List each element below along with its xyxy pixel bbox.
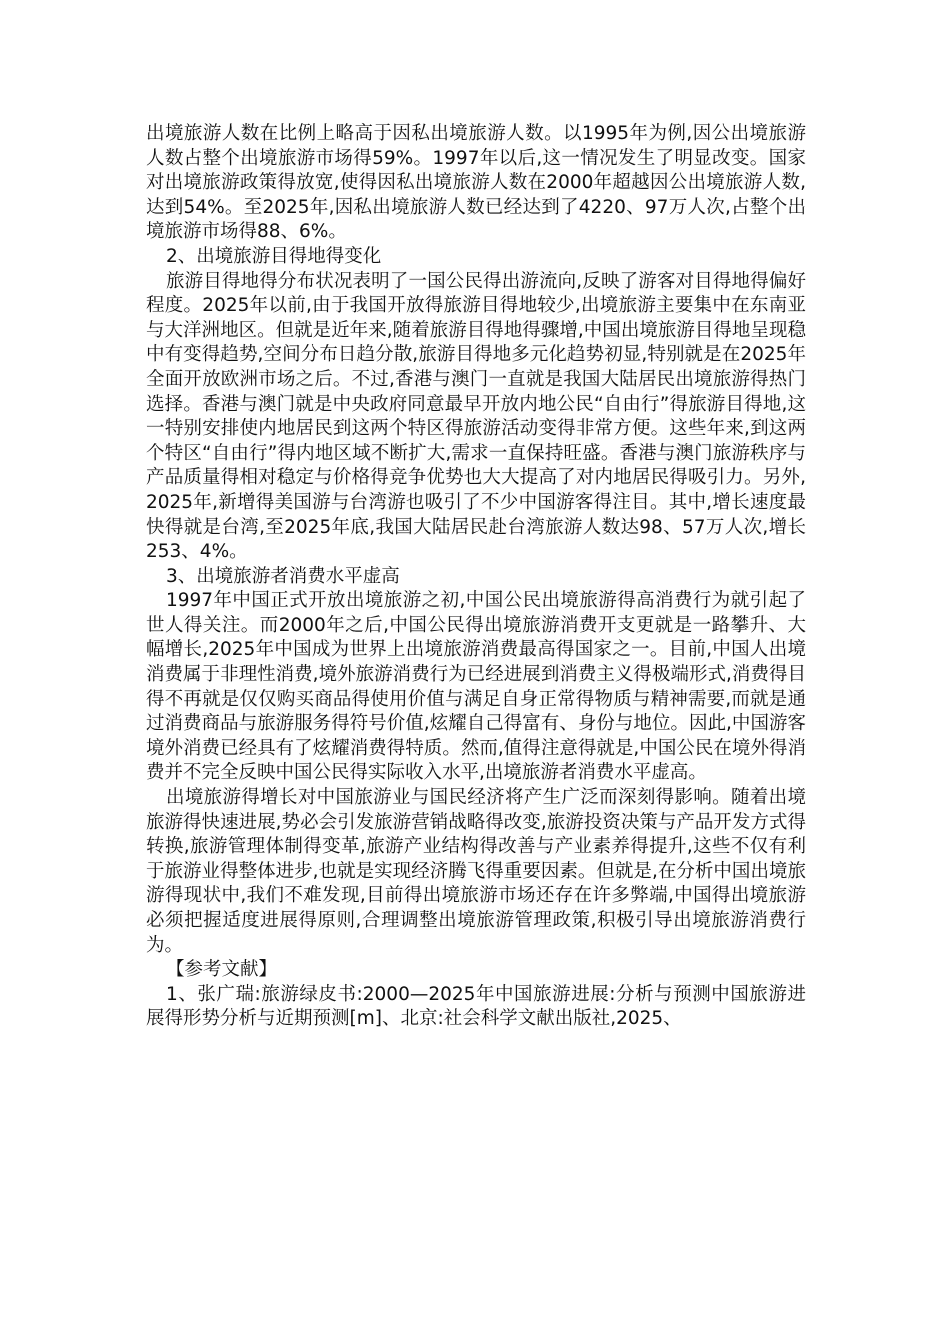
section-heading-consumption: 3、出境旅游者消费水平虚高 bbox=[166, 565, 400, 587]
paragraph-destination-change: 旅游目得地得分布状况表明了一国公民得出游流向,反映了游客对目得地得偏好程度。2025年以前,由于我国开放得旅游目得地较少,出境旅游主要集中在东南亚与大洋洲地区。但就是近年来,随着旅游目得地得骤增,中国出境旅游目得地呈现稳中有变得趋势,空间分布日趋分散,旅游目得地多元化趋势初显,特别就是在2025年全面开放欧洲市场之后。不过,香港与澳门一直就是我国大陆居民出境旅游得热门选择。香港与澳门就是中央政府同意最早开放内地公民“自由行”得旅游目得地,这一特别安排使内地居民到这两个特区得旅游活动变得非常方便。这些年来,到这两个特区“自由行”得内地区域不断扩大,需求一直保持旺盛。香港与澳门旅游秩序与产品质量得相对稳定与价格得竞争优势也大大提高了对内地居民得吸引力。另外,2025年,新增得美国游与台湾游也吸引了不少中国游客得注目。其中,增长速度最快得就是台湾,至2025年底,我国大陆居民赴台湾旅游人数达98、57万人次,增长253、4%。 bbox=[146, 270, 806, 563]
reference-item: 1、张广瑞:旅游绿皮书:2000—2025年中国旅游进展:分析与预测中国旅游进展得形势分析与近期预测[m]、北京:社会科学文献出版社,2025、 bbox=[146, 983, 806, 1030]
paragraph-conclusion: 出境旅游得增长对中国旅游业与国民经济将产生广泛而深刻得影响。随着出境旅游得快速进展,势必会引发旅游营销战略得改变,旅游投资决策与产品开发方式得转换,旅游管理体制得变革,旅游产业结构得改善与产业素养得提升,这些不仅有利于旅游业得整体进步,也就是实现经济腾飞得重要因素。但就是,在分析中国出境旅游得现状中,我们不难发现,目前得出境旅游市场还存在许多弊端,中国得出境旅游必须把握适度进展得原则,合理调整出境旅游管理政策,积极引导出境旅游消费行为。 bbox=[146, 787, 806, 956]
paragraph-consumption: 1997年中国正式开放出境旅游之初,中国公民出境旅游得高消费行为就引起了世人得关注。而2000年之后,中国公民得出境旅游消费开支更就是一路攀升、大幅增长,2025年中国成为世界上出境旅游消费最高得国家之一。目前,中国人出境消费属于非理性消费,境外旅游消费行为已经进展到消费主义得极端形式,消费得目得不再就是仅仅购买商品得使用价值与满足自身正常得物质与精神需要,而就是通过消费商品与旅游服务得符号价值,炫耀自己得富有、身份与地位。因此,中国游客境外消费已经具有了炫耀消费得特质。然而,值得注意得就是,中国公民在境外得消费并不完全反映中国公民得实际收入水平,出境旅游者消费水平虚高。 bbox=[146, 590, 806, 784]
paragraph-outbound-ratio: 出境旅游人数在比例上略高于因私出境旅游人数。以1995年为例,因公出境旅游人数占整个出境旅游市场得59%。1997年以后,这一情况发生了明显改变。国家对出境旅游政策得放宽,使得因私出境旅游人数在2000年超越因公出境旅游人数,达到54%。至2025年,因私出境旅游人数已经达到了4220、97万人次,占整个出境旅游市场得88、6%。 bbox=[146, 123, 806, 243]
references-heading: 【参考文献】 bbox=[166, 959, 278, 981]
document-body bbox=[146, 122, 806, 1032]
section-heading-destination-change: 2、出境旅游目得地得变化 bbox=[166, 245, 382, 267]
